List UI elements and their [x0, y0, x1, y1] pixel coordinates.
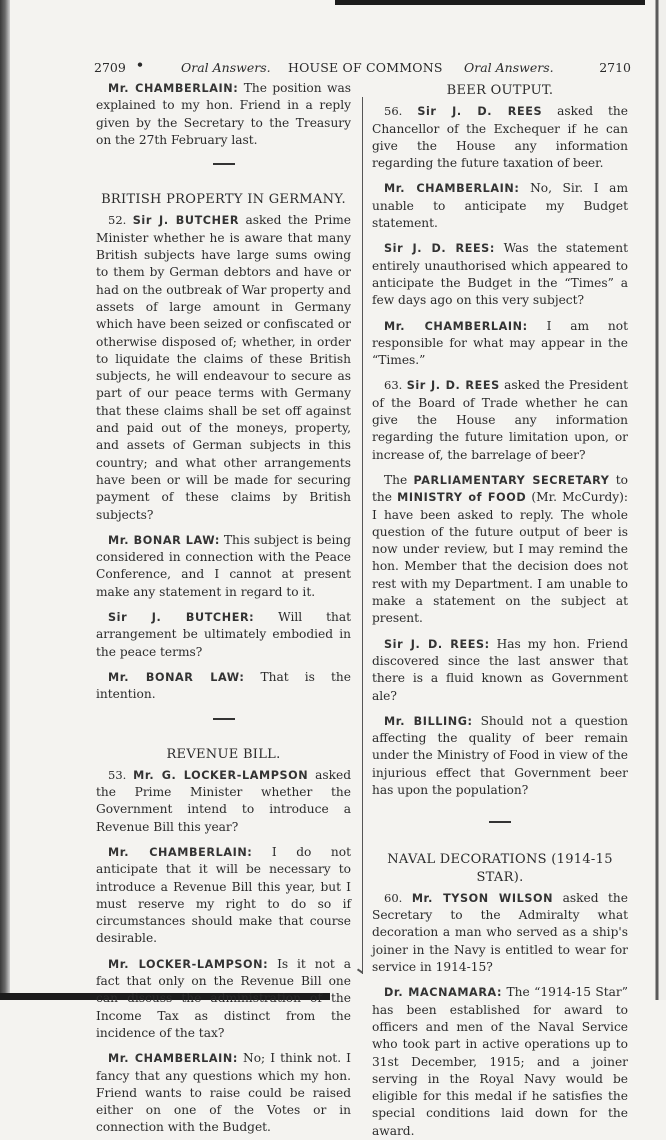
- speaker-name: Mr. LOCKER-LAMPSON:: [108, 957, 269, 971]
- speaker-name: Mr. BILLING:: [384, 714, 473, 728]
- answer-text: That is the intention.: [96, 669, 351, 702]
- question-text: asked the Secretary to the Admiralty what decoration a man who served as a ship's joiner in the Navy is entitled to wear for service in 1914-15?: [372, 890, 628, 975]
- answer-paragraph: [96, 669, 351, 704]
- speaker-name: Sir J. D. REES:: [384, 637, 490, 651]
- answer-paragraph: [372, 240, 628, 309]
- answer-paragraph: [372, 636, 628, 705]
- running-header: [94, 57, 631, 80]
- section-heading: BRITISH PROPERTY IN GERMANY.: [101, 192, 346, 208]
- header-title: HOUSE OF COMMONS: [288, 60, 443, 75]
- answer-paragraph: [372, 318, 628, 370]
- answer-paragraph: [96, 80, 351, 149]
- answer-text: (Mr. McCurdy): I have been asked to reply. The whole question of the future output of beer is now under review, but I may remind the hon. Member that the decision does not rest with my Department. I am unable to make a statement on the subject at present.: [372, 490, 628, 626]
- speaker-name: Mr. CHAMBERLAIN:: [108, 1052, 238, 1066]
- question-text: asked the Chancellor of the Exchequer if he can give the House any information regarding the future taxation of beer.: [372, 104, 628, 171]
- question-paragraph: [372, 377, 628, 463]
- speaker-name: Dr. MACNAMARA:: [384, 986, 503, 1000]
- running-title-left: Oral Answers.: [181, 60, 271, 75]
- answer-text: Has my hon. Friend discovered since the last answer that there is a fluid known as Government ale?: [372, 636, 628, 703]
- speaker-name: PARLIAMENTARY SECRETARY: [413, 473, 610, 487]
- section-rule: [489, 821, 511, 823]
- left-column: [96, 80, 351, 1137]
- answer-text: I am not responsible for what may appear in the “Times.”: [372, 318, 629, 368]
- answer-paragraph: [372, 180, 628, 232]
- question-paragraph: [372, 103, 628, 172]
- speaker-name: Mr. CHAMBERLAIN:: [108, 82, 239, 95]
- speaker-name: Sir J. D. REES: [417, 105, 543, 119]
- speaker-name: Sir J. BUTCHER: [132, 214, 240, 228]
- answer-paragraph: [96, 956, 351, 1042]
- answer-text: Will that arrangement be ultimately embodied in the peace terms?: [96, 610, 351, 659]
- answer-paragraph: [372, 472, 628, 628]
- question-text: asked the President of the Board of Trade whether he can give the House any information regarding the future limitation upon, or increase of, the barrelage of beer?: [372, 378, 629, 462]
- section-heading: BEER OUTPUT.: [446, 83, 554, 98]
- answer-text: The “1914-15 Star” has been established for award to officers and men of the Naval Service who took part in active operations up to 31st December, 1915; and a joiner serving in the Royal Navy would be eligible for this medal if he satisfies the special conditions laid down for the award.: [372, 985, 628, 1138]
- answer-paragraph: [372, 713, 628, 799]
- answer-paragraph: [96, 609, 351, 661]
- section-heading: NAVAL DECORATIONS (1914-15 STAR).: [387, 852, 613, 885]
- question-number: 56.: [384, 104, 403, 119]
- right-column: [372, 80, 628, 1140]
- section-heading: REVENUE BILL.: [166, 746, 281, 762]
- answer-text: No; I think not. I fancy that any questions which my hon. Friend wants to raise could be raised either on one of the Votes or in connection with the Budget.: [96, 1051, 351, 1135]
- section-rule: [213, 718, 235, 720]
- speaker-name: Mr. TYSON WILSON: [411, 891, 554, 905]
- speaker-name: Mr. CHAMBERLAIN:: [384, 182, 520, 196]
- ministry-name: MINISTRY of FOOD: [397, 491, 527, 505]
- speaker-name: Sir J. D. REES: [406, 379, 500, 393]
- answer-text: Should not a question affecting the quality of beer remain under the Ministry of Food in view of the injurious effect that Government beer has upon the population?: [372, 713, 628, 797]
- answer-paragraph: [96, 844, 351, 948]
- page-number-right: 2710: [599, 60, 631, 75]
- answer-prefix: The: [384, 472, 414, 487]
- column-divider: [362, 97, 363, 974]
- answer-text: Was the statement entirely unauthorised which appeared to anticipate the Budget in the “Times” a few days ago on this very subject?: [372, 241, 628, 308]
- question-paragraph: [372, 890, 628, 976]
- question-text: asked the Prime Minister whether he is aware that many British subjects have large sums owing to them by German debtors and have or had on the outbreak of War property and assets of large amount in Germany which have been seized or confiscated or otherwise disposed of; whether, in order to liquidate the claims of these British subjects, he will endeavour to secure as part of our peace terms with Germany that these claims shall be set off against and paid out of the moneys, property, and assets of German subjects in this country; and what other arrangements have been or will be made for securing payment of these claims by British subjects?: [96, 213, 351, 522]
- speaker-name: Sir J. D. REES:: [384, 242, 495, 256]
- answer-text: The position was explained to my hon. Friend in a reply given by the Secretary to the Treasury on the 27th February last.: [96, 81, 352, 147]
- question-paragraph: [96, 212, 351, 523]
- question-number: 60.: [384, 890, 403, 905]
- question-text: asked the Prime Minister whether the Government intend to introduce a Revenue Bill this year?: [96, 767, 352, 834]
- speaker-name: Sir J. BUTCHER:: [108, 611, 255, 625]
- question-number: 63.: [384, 378, 403, 393]
- answer-paragraph: [372, 984, 628, 1140]
- speaker-name: Mr. CHAMBERLAIN:: [384, 319, 528, 333]
- page-number-left: 2709: [94, 60, 126, 75]
- speaker-name: Mr. G. LOCKER-LAMPSON: [133, 768, 309, 782]
- question-number: 52.: [108, 213, 127, 228]
- speaker-name: Mr. BONAR LAW:: [108, 533, 220, 547]
- header-mark: •: [136, 57, 144, 72]
- answer-text: This subject is being considered in connection with the Peace Conference, and I cannot at present make any statement in regard to it.: [96, 532, 352, 599]
- answer-paragraph: [96, 1050, 351, 1136]
- answer-text: I do not anticipate that it will be necessary to introduce a Revenue Bill this year, but I must reserve my right to do so if circumstances should make that course desirable.: [96, 844, 351, 946]
- answer-connector: to the: [372, 472, 628, 505]
- answer-text: No, Sir. I am unable to anticipate my Budget statement.: [372, 181, 628, 231]
- question-paragraph: [96, 767, 351, 836]
- speaker-name: Mr. BONAR LAW:: [108, 670, 245, 684]
- section-rule: [213, 163, 235, 165]
- answer-paragraph: [96, 532, 351, 601]
- running-title-right: Oral Answers.: [464, 60, 554, 75]
- answer-text: Is it not a fact that only on the Revenue Bill one can discuss the administration of the Income Tax as distinct from the incidence of the tax?: [96, 956, 351, 1040]
- question-number: 53.: [108, 767, 127, 782]
- speaker-name: Mr. CHAMBERLAIN:: [108, 845, 253, 859]
